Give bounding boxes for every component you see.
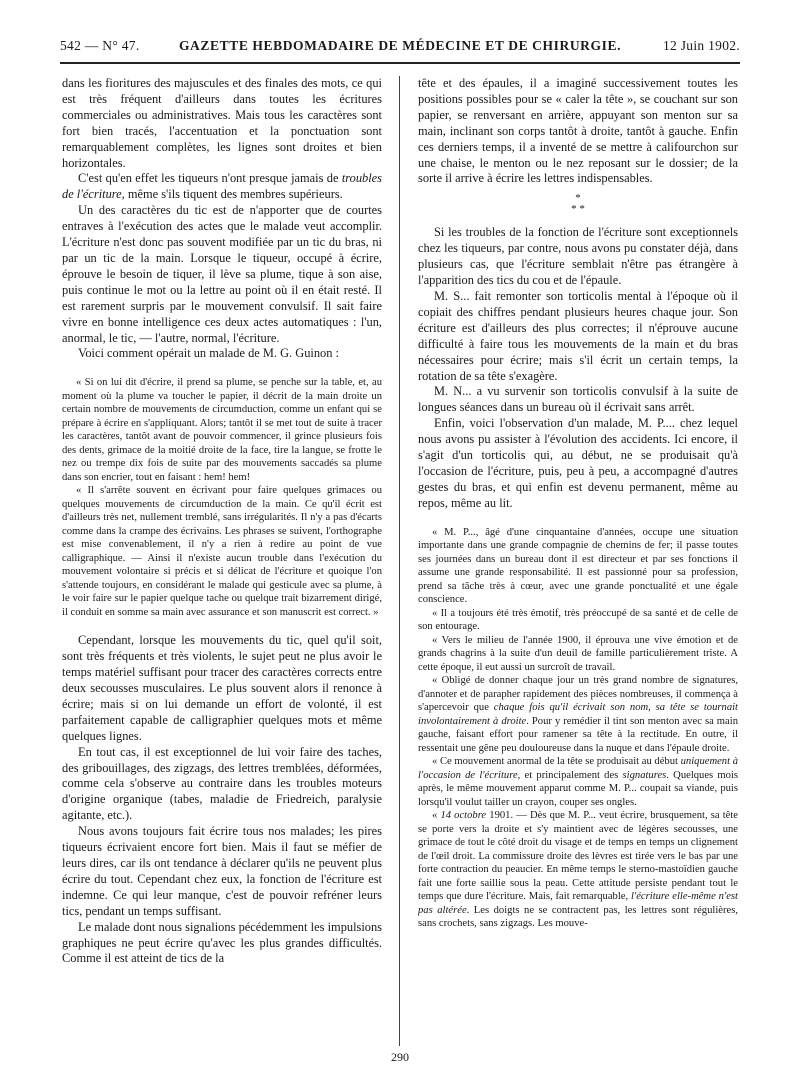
paragraph: Si les troubles de la fonction de l'écriture sont exceptionnels chez les tiqueurs, par contre, nous avons pu constater déjà, dans plusieurs cas, que l'écriture semblait n'être pas étrangère à l'apparition des tics du cou et de l'épaule. <box>418 225 738 288</box>
header-date: 12 Juin 1902. <box>662 38 740 53</box>
quote-paragraph: « Il s'arrête souvent en écrivant pour faire quelques grimaces ou quelques mouvements de circumduction de la main. Ce qu'il écrit est d'ailleurs très net, nullement tremblé, sans irrégularités. Il n'y a pas d'écarts comme dans la crampe des écrivains. Les phrases se suivent, l'orthographe est mise convenablement, il n'y a rien à redire au point de vue calligraphique. — Ainsi il n'existe aucun trouble dans l'exécution du mouvement volontaire si précis et si délicat de l'écriture et quoique l'on s'attende toujours, en considérant le malade qui gesticule avec sa plume, à le voir faire sur le papier quelque tache ou quelque trait bizarrement dirigé, il conduit en somme sa main avec assurance et son manuscrit est correct. » <box>62 485 382 618</box>
quote-paragraph: « Ce mouvement anormal de la tête se produisait au début uniquement à l'occasion de l'écriture, et principalement des signatures. Quelques mois après, le même mouvement apparut comme M. P... coupait sa viande, puis lorsqu'il voulut tailler un crayon, couper ses ongles. <box>418 756 738 808</box>
paragraph: Enfin, voici l'observation d'un malade, M. P.... chez lequel nous avons pu assister à l'évolution des accidents. Ici encore, il s'agit d'un torticolis qui, au début, ne se produisait qu'à l'occasion de l'écriture, puis, peu à peu, a accompagné d'autres gestes du bras, et qui enfin est devenu permanent, même au repos, même au lit. <box>418 416 738 510</box>
section-break-asterisks: * * * <box>571 192 585 216</box>
quote-paragraph: « Obligé de donner chaque jour un très grand nombre de signatures, d'annoter et de parapher rapidement des pièces nombreuses, il commença à s'apercevoir que chaque fois qu'il écrivait son nom, sa tête se tournait involontairement à droite. Pour y remédier il tint son menton avec sa main gauche, faisant effort pour ramener sa tête à la rectitude. En outre, il ressentait une gêne peu douloureuse dans la nuque et dans l'épaule droite. <box>418 675 738 754</box>
quotation-block <box>418 526 738 931</box>
header-rule <box>60 62 740 64</box>
paragraph: Le malade dont nous signalions pécédemment les impulsions graphiques ne peut écrire qu'avec les plus grandes difficultés. Comme il est atteint de tics de la <box>62 919 382 966</box>
right-column <box>418 76 738 1048</box>
paragraph: Cependant, lorsque les mouvements du tic, quel qu'il soit, sont très fréquents et très violents, le sujet peut ne plus avoir le temps matériel suffisant pour tracer des caractères corrects entre deux secousses musculaires. Le plus souvent alors il renonce à écrire; mais si on lui demande un effort de volonté, il est parfaitement capable de calligraphier quelques mots et même quelques lignes. <box>62 633 382 743</box>
header-journal-title: GAZETTE HEBDOMADAIRE DE MÉDECINE ET DE CHIRURGIE. <box>178 38 622 53</box>
paragraph: dans les fioritures des majuscules et des finales des mots, ce qui est très fréquent d'ailleurs dans toutes les écritures commerciales ou administratives. Mais tous les caractères sont fort bien tracés, l'accentuation et la ponctuation sont remarquablement complètes, les lignes sont droites et bien horizontales. <box>62 76 382 170</box>
paragraph: Voici comment opérait un malade de M. G. Guinon : <box>78 346 339 361</box>
quote-paragraph: « Si on lui dit d'écrire, il prend sa plume, se penche sur la table, et, au moment où la plume va toucher le papier, il décrit de la main droite un certain nombre de mouvements de circumduction, comme un enfant qui se prépare à écrire en s'appliquant. Alors; tantôt il se met tout de suite à tracer les caractères, tantôt avant de pouvoir commencer, il grince plusieurs fois des dents, grimace de la moitié droite de la face, tire la langue, se frotte le nez ou trempe dix fois de suite par des mouvements saccadés sa plume dans son encrier, tout en faisant : hem! hem! <box>62 377 382 483</box>
page-number: 290 <box>391 1050 409 1064</box>
quote-paragraph: « Il a toujours été très émotif, très préoccupé de sa santé et de celle de son entourage. <box>418 607 738 633</box>
paragraph: tête et des épaules, il a imaginé successivement toutes les positions possibles pour se « caler la tête », se couchant sur son papier, se renversant en arrière, appuyant son menton sur sa main, inclinant son corps tantôt à droite, tantôt à gauche. Enfin ces derniers temps, il a inventé de se mettre à califourchon sur une chaise, le menton ou le nez reposant sur le dossier; de la sorte il arrive à écrire les lettres indispensables. <box>418 76 738 186</box>
paragraph: En tout cas, il est exceptionnel de lui voir faire des taches, des gribouillages, des zigzags, des lettres tremblées, déformées, comme cela s'observe au contraire dans les troubles moteurs d'origine organique (tabes, maladie de Friedreich, paralysie agitante, etc.). <box>62 744 382 823</box>
quotation-block <box>62 376 382 619</box>
left-column <box>62 76 382 1048</box>
quote-paragraph: « Vers le milieu de l'année 1900, il éprouva une vive émotion et de grands chagrins à la suite d'un deuil de famille particulièrement triste. A cette époque, il eut aussi un surcroît de travail. <box>418 634 738 673</box>
quote-paragraph: « 14 octobre 1901. — Dès que M. P... veut écrire, brusquement, sa tête se porte vers la droite et s'y maintient avec de légères secousses, une grimace de tout le côté droit du visage et de temps en temps un clignement de l'œil droit. La commissure droite des lèvres est tirée vers le bas par une forte contraction du peaucier. En même temps le sterno-mastoïdien gauche fait une forte saillie sous la peau. Cette attitude persiste pendant tout le temps que dure l'écriture. Mais, fait remarquable, l'écriture elle-même n'est pas altérée. Les doigts ne se contractent pas, les lettres sont régulières, sans crochets, sans zigzags. Les mouve- <box>418 810 738 930</box>
header-issue: 542 — N° 47. <box>60 38 140 53</box>
paragraph: Un des caractères du tic est de n'apporter que de courtes entraves à l'exécution des actes que le malade veut accomplir. L'écriture n'est donc pas souvent modifiée par un tic du bras, ni par un tic de la main. Lorsque le tiqueur, occupé à écrire, éprouve le besoin de tiquer, il lève sa plume, tique à son aise, puis continue le mot ou la lettre au point où il en était resté. Il est rarement surpris par le mouvement convulsif. Il sait faire vivre en bonne intelligence ces deux actes automatiques : l'un, anormal, le tic, — l'autre, normal, l'écriture. <box>62 203 382 345</box>
quote-paragraph: « M. P..., âgé d'une cinquantaine d'années, occupe une situation importante dans une grande compagnie de chemins de fer; il passe toutes ses journées dans un bureau dont il est directeur et par ses fonctions il assume une grande responsabilité. Il est passionné pour sa profession, prend sa tâche très à cœur, avec une grande ponctualité et une égale conscience. <box>418 526 738 606</box>
paragraph: M. N... a vu survenir son torticolis convulsif à la suite de longues séances dans un bureau où il écrivait sans arrêt. <box>418 384 738 415</box>
paragraph: C'est qu'en effet les tiqueurs n'ont presque jamais de troubles de l'écriture, même s'ils tiquent des membres supérieurs. <box>62 171 382 202</box>
column-separator <box>399 76 400 1046</box>
paragraph: Nous avons toujours fait écrire tous nos malades; les pires tiqueurs écrivaient encore fort bien. Mais il faut se méfier de leurs dires, car ils ont tendance à déclarer qu'ils ne peuvent plus écrire du tout. Cependant chez eux, la fonction de l'écriture est indemne. Ce qui leur manque, c'est de pouvoir refréner leurs tics, pendant un temps suffisant. <box>62 824 382 918</box>
paragraph: M. S... fait remonter son torticolis mental à l'époque où il copiait des chiffres pendant plusieurs heures chaque jour. Son écriture est d'ailleurs des plus correctes; il n'éprouve aucune difficulté à faire tous les mouvements de la main et du bras nécessaires pour écrire; mais s'il écrit un certain temps, la rotation de sa tête s'exagère. <box>418 288 738 383</box>
running-header <box>60 38 740 60</box>
